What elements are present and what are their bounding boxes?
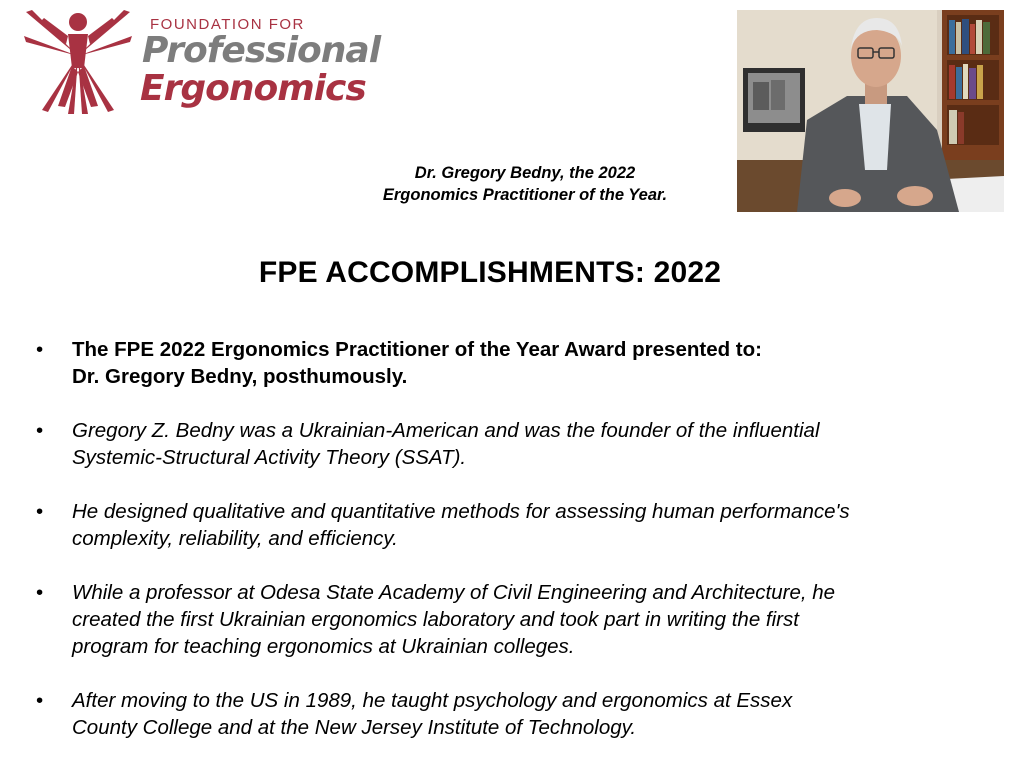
bullet-line: program for teaching ergonomics at Ukrainian colleges. [72,635,575,658]
bullet-marker: • [36,581,44,604]
logo-line-ergonomics: Ergonomics [140,68,366,109]
bullet-marker: • [36,338,44,361]
bullet-line: Systemic-Structural Activity Theory (SSAT). [72,446,467,469]
bullet-us-teaching [36,687,996,741]
bullet-line: County College and at the New Jersey Institute of Technology. [72,716,637,739]
logo-line-foundation: FOUNDATION FOR [150,16,305,33]
bullet-line: Gregory Z. Bedny was a Ukrainian-American and was the founder of the influential [72,419,820,442]
bullet-marker: • [36,689,44,712]
bullet-marker: • [36,419,44,442]
bullet-line: He designed qualitative and quantitative methods for assessing human performance's [72,500,850,523]
bullet-line: While a professor at Odesa State Academy of Civil Engineering and Architecture, he [72,581,836,604]
bullet-list [36,336,996,768]
portrait-photo-icon [737,10,1004,212]
bullet-ssat [36,417,996,471]
bullet-line: created the first Ukrainian ergonomics laboratory and took part in writing the first [72,608,799,631]
portrait-photo [737,10,1004,212]
bullet-marker: • [36,500,44,523]
bullet-line: The FPE 2022 Ergonomics Practitioner of the Year Award presented to: [72,338,762,361]
logo-line-professional: Professional [142,30,381,71]
bullet-award [36,336,996,390]
human-figure-logo-icon [24,6,132,116]
fpe-logo [24,6,384,116]
bullet-line: After moving to the US in 1989, he taught psychology and ergonomics at Essex [72,689,793,712]
bullet-odesa [36,579,996,660]
bullet-line: Dr. Gregory Bedny, posthumously. [72,365,408,388]
caption-line-2: Ergonomics Practitioner of the Year. [382,186,668,204]
bullet-line: complexity, reliability, and efficiency. [72,527,398,550]
photo-caption [330,162,720,206]
slide-title: FPE ACCOMPLISHMENTS: 2022 [258,256,722,289]
bullet-methods [36,498,996,552]
caption-line-1: Dr. Gregory Bedny, the 2022 [414,164,636,182]
